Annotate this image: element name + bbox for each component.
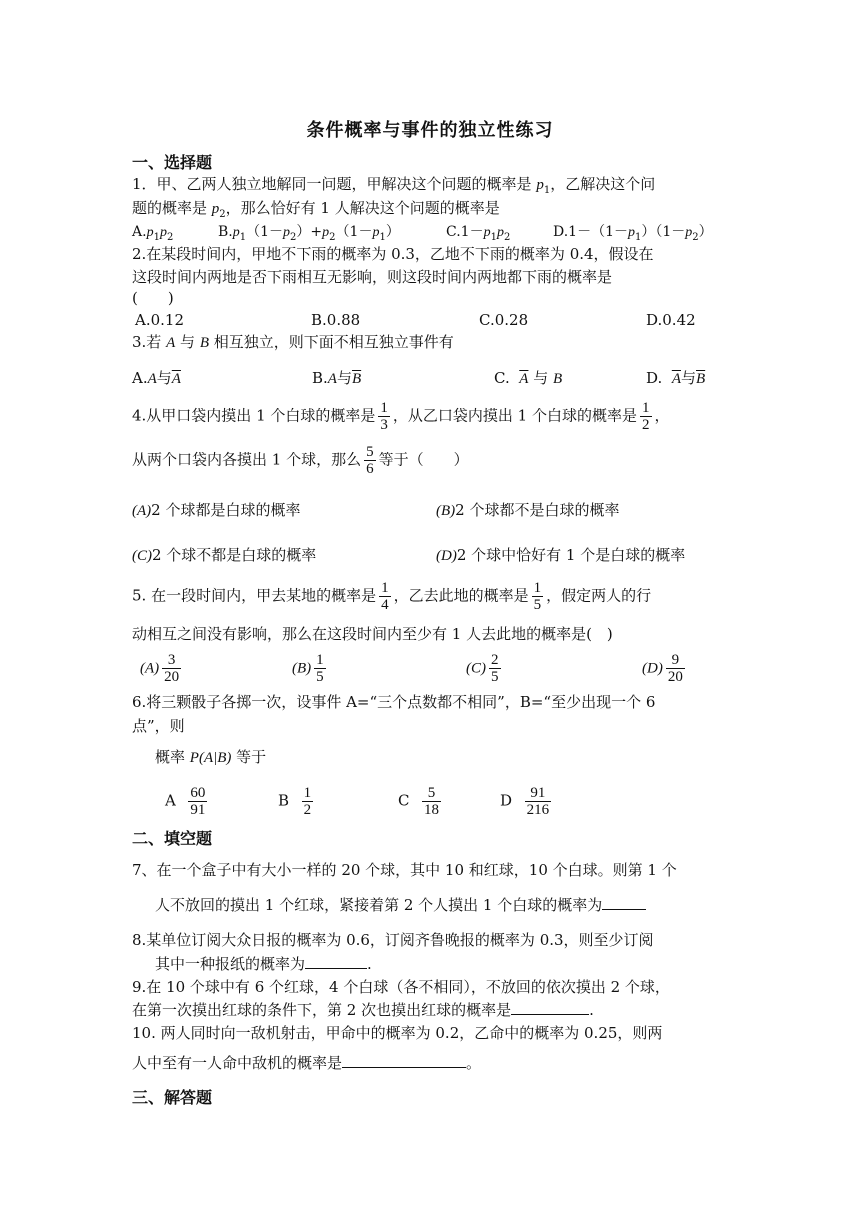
q4-option-d: (D)2 个球中恰好有 1 个是白球的概率: [436, 546, 686, 564]
q4-option-a: (A)2 个球都是白球的概率: [132, 501, 301, 519]
section-choice-heading: 一、选择题: [132, 153, 213, 172]
q6-line-3: 概率 P(A|B) 等于: [155, 748, 267, 766]
q6-option-a: A $\frac{60}{91}$: [165, 785, 206, 818]
page-title: 条件概率与事件的独立性练习: [306, 120, 554, 141]
q10-line-1: 10. 两人同时向一敌机射击，甲命中的概率为 0.2，乙命中的概率为 0.25，则两: [132, 1024, 663, 1042]
q3-option-c: C. $\overline{A}$ 与 B: [494, 369, 563, 387]
q9-line-2: 在第一次摸出红球的条件下，第 2 次也摸出红球的概率是 .: [132, 998, 732, 1022]
q5-line-2: 动相互之间没有影响，那么在这段时间内至少有 1 人去此地的概率是( ): [132, 625, 613, 643]
q2-option-c: C.0.28: [479, 311, 529, 329]
q1-option-b: $B.p_1(1-p_2)+p_2(1-p_1)$: [218, 224, 400, 243]
q1-option-a: $A.p_1p_2$: [132, 224, 174, 243]
q1-option-c: $C.1-p_1p_2$: [446, 224, 511, 243]
q7-line-2: 人不放回的摸出 1 个红球，紧接着第 2 个人摸出 1 个白球的概率为: [155, 893, 755, 917]
q2-line-1: 2.在某段时间内，甲地不下雨的概率为 0.3，乙地不下雨的概率为 0.4，假设在: [132, 245, 654, 263]
q1-line-2: 题的概率是 $p_2$，那么恰好有 1 人解决这个问题的概率是: [132, 199, 500, 220]
q9-line-1: 9.在 10 个球中有 6 个红球，4 个白球（各不相同），不放回的依次摸出 2 个球，: [132, 978, 670, 996]
q3-option-b: B.A与$\overline{B}$: [312, 369, 362, 387]
q7-line-1: 7、在一个盒子中有大小一样的 20 个球，其中 10 和红球，10 个白球。则第 1 个: [132, 861, 677, 879]
q4-option-b: (B)2 个球都不是白球的概率: [436, 501, 620, 519]
q2-option-d: D.0.42: [646, 311, 696, 329]
q8-line-2: 其中一种报纸的概率为 .: [155, 952, 755, 976]
q4-line-2: 从两个口袋内各摸出 1 个球，那么 $\frac{5}{6}$ 等于（ ）: [132, 444, 469, 477]
q9-answer-blank[interactable]: [511, 998, 589, 1015]
q6-line-1: 6.将三颗骰子各掷一次，设事件 A=“三个点数都不相同”，B=“至少出现一个 6: [132, 693, 656, 711]
q10-line-2: 人中至有一人命中敌机的概率是 。: [132, 1051, 732, 1075]
q4-option-c: (C)2 个球不都是白球的概率: [132, 546, 317, 564]
q2-option-b: B.0.88: [311, 311, 361, 329]
q6-option-c: C $\frac{5}{18}$: [398, 785, 440, 818]
section-answer-heading: 三、解答题: [132, 1088, 213, 1107]
q3-option-a: A.A与$\overline{A}$: [132, 369, 181, 387]
q5-option-d: (D) $\frac{9}{20}$: [642, 652, 683, 685]
q1-line-1: 1．甲、乙两人独立地解同一问题，甲解决这个问题的概率是 $p_1$，乙解决这个问: [132, 175, 656, 196]
q5-line-1: 5. 在一段时间内，甲去某地的概率是 $\frac{1}{4}$ ，乙去此地的概率是 $\frac{1}{5}$ ，假定两人的行: [132, 580, 652, 613]
q4-line-1: 4.从甲口袋内摸出 1 个白球的概率是 $\frac{1}{3}$ ，从乙口袋内摸出 1 个白球的概率是 $\frac{1}{2}$ ，: [132, 400, 670, 433]
q8-answer-blank[interactable]: [305, 952, 367, 969]
q3-line-1: 3.若 A 与 B 相互独立，则下面不相互独立事件有: [132, 333, 454, 351]
q6-option-d: D $\frac{91}{216}$: [500, 785, 550, 818]
q2-line-2: 这段时间内两地是否下雨相互无影响，则这段时间内两地都下雨的概率是: [132, 268, 613, 286]
q3-option-d: D. $\overline{A}$与$\overline{B}$: [646, 369, 706, 387]
q2-option-a: A.0.12: [135, 311, 184, 329]
q6-line-2: 点”，则: [132, 717, 185, 735]
q1-option-d: $D.1-(1-p_1)(1-p_2)$: [553, 224, 713, 243]
q7-answer-blank[interactable]: [602, 893, 646, 910]
q5-option-b: (B) $\frac{1}{5}$: [292, 652, 324, 685]
q5-option-c: (C) $\frac{2}{5}$: [466, 652, 499, 685]
q6-option-b: B $\frac{1}{2}$: [278, 785, 312, 818]
section-fill-heading: 二、填空题: [132, 829, 213, 848]
q5-option-a: (A) $\frac{3}{20}$: [140, 652, 180, 685]
q2-line-3: ( ): [132, 289, 174, 307]
q10-answer-blank[interactable]: [342, 1051, 466, 1068]
q8-line-1: 8.某单位订阅大众日报的概率为 0.6，订阅齐鲁晚报的概率为 0.3，则至少订阅: [132, 931, 654, 949]
